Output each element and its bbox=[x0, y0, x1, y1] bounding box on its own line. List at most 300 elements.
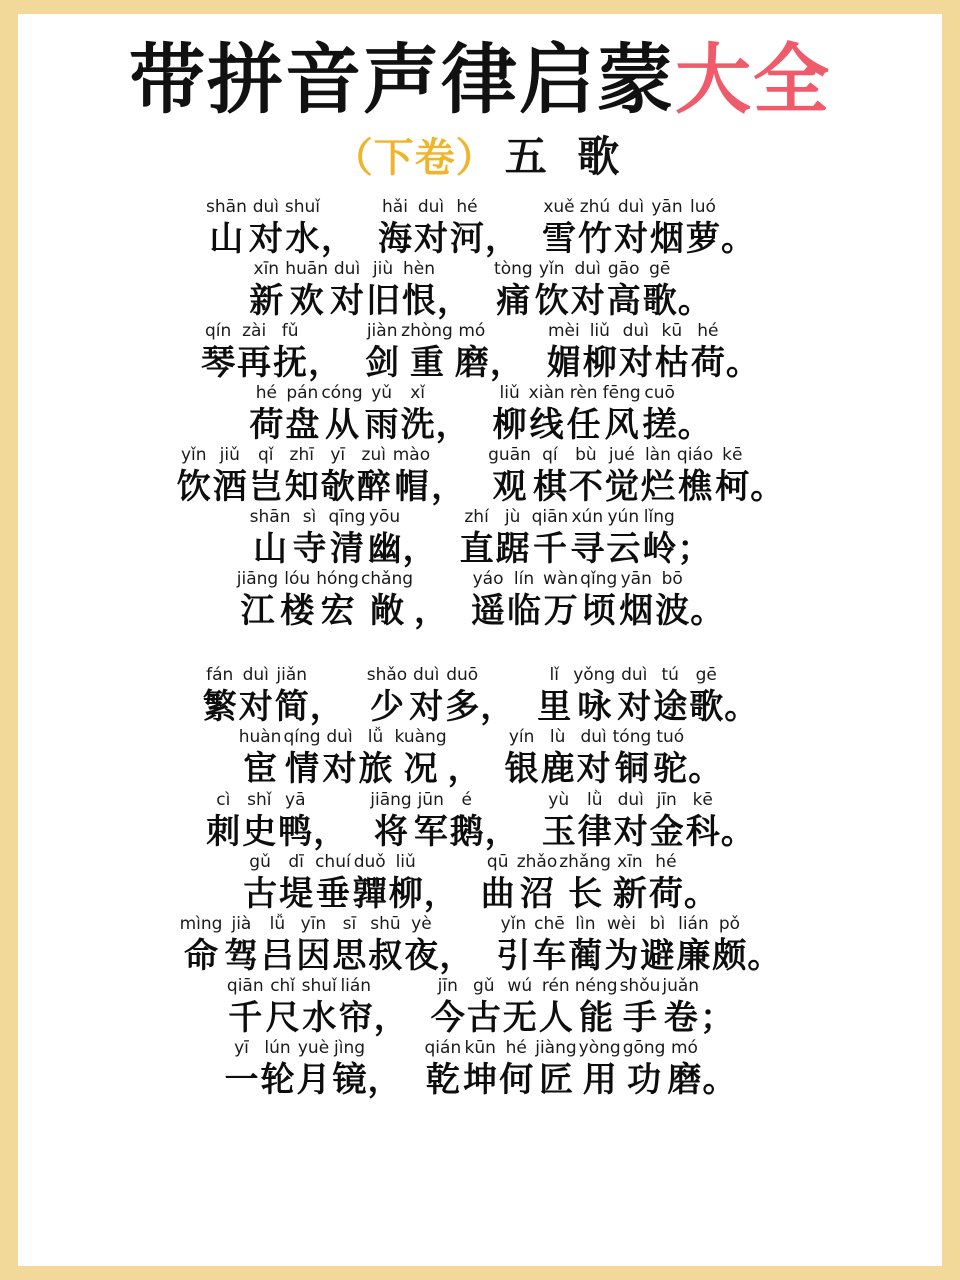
pinyin-char-unit bbox=[603, 915, 639, 975]
pinyin-char-unit bbox=[546, 322, 582, 382]
hanzi-text: 岂 bbox=[248, 467, 283, 508]
hanzi-text: 荷 bbox=[648, 873, 683, 914]
hanzi-text: 恨 bbox=[402, 280, 437, 321]
pinyin-text: mèi bbox=[547, 320, 580, 341]
pinyin-text: yī bbox=[234, 1037, 249, 1058]
pinyin-text: duì bbox=[574, 258, 601, 279]
verse-clause bbox=[176, 446, 465, 506]
pinyin-char-unit bbox=[364, 322, 400, 382]
pinyin-text: hé bbox=[655, 851, 677, 872]
hanzi-text: 蔺 bbox=[568, 935, 603, 976]
pinyin-char-unit bbox=[579, 570, 618, 630]
pinyin-text: qín bbox=[205, 320, 232, 341]
pinyin-text: pán bbox=[286, 383, 319, 404]
hanzi-text: 匠 bbox=[538, 1059, 573, 1100]
pinyin-text: yuè bbox=[297, 1037, 330, 1058]
hanzi-text: 吕 bbox=[260, 935, 295, 976]
pinyin-char-unit bbox=[301, 977, 338, 1037]
pinyin-char-unit bbox=[365, 260, 401, 320]
hanzi-text: 欢 bbox=[289, 280, 324, 321]
hanzi-text: 因 bbox=[296, 935, 331, 976]
pinyin-text: yè bbox=[411, 913, 432, 934]
pinyin-char-unit bbox=[322, 728, 358, 788]
hanzi-text: 对 bbox=[570, 280, 605, 321]
pinyin-text: jīn bbox=[437, 975, 458, 996]
pinyin-char-unit bbox=[400, 384, 436, 444]
pinyin-text: duì bbox=[252, 196, 279, 217]
pinyin-char-unit bbox=[570, 260, 606, 320]
hanzi-text: 廉 bbox=[676, 935, 711, 976]
pinyin-char-unit bbox=[314, 853, 352, 913]
hanzi-text: ， bbox=[435, 405, 470, 446]
pinyin-text: juǎn bbox=[662, 975, 700, 996]
pinyin-char-unit bbox=[328, 508, 367, 568]
hanzi-text: 磨 bbox=[454, 342, 489, 383]
pinyin-char-unit bbox=[531, 508, 570, 568]
hanzi-text: 烂 bbox=[640, 467, 675, 508]
hanzi-text: 。 bbox=[720, 218, 755, 259]
hanzi-text: 宏 bbox=[320, 591, 355, 632]
verse-line bbox=[30, 915, 930, 975]
pinyin-text: lún bbox=[264, 1037, 291, 1058]
pinyin-text: gāo bbox=[607, 258, 640, 279]
pinyin-text: jūn bbox=[417, 789, 444, 810]
pinyin-text: fēng bbox=[602, 383, 641, 404]
pinyin-char-unit bbox=[284, 446, 320, 506]
hanzi-text: 琴 bbox=[201, 342, 236, 383]
hanzi-text: 饮 bbox=[176, 467, 211, 508]
subtitle-chapter-text: 五 歌 bbox=[504, 131, 628, 181]
pinyin-text: kē bbox=[722, 445, 743, 466]
pinyin-text: shuǐ bbox=[284, 196, 320, 217]
pinyin-char-unit bbox=[654, 570, 690, 630]
pinyin-text: jiāng bbox=[370, 789, 412, 810]
punctuation-unit bbox=[480, 666, 514, 726]
hanzi-text: 人 bbox=[538, 997, 573, 1038]
verse-clause bbox=[224, 1039, 402, 1099]
hanzi-text: 况 bbox=[403, 749, 438, 790]
pinyin-text: jiāng bbox=[236, 569, 279, 590]
hanzi-text: 律 bbox=[577, 811, 612, 852]
hanzi-text: 对 bbox=[330, 280, 365, 321]
verse-clause bbox=[541, 791, 755, 851]
pinyin-text: mào bbox=[392, 445, 431, 466]
hanzi-text: ， bbox=[320, 218, 355, 259]
pinyin-char-unit bbox=[639, 915, 675, 975]
hanzi-text: 新 bbox=[249, 280, 284, 321]
pinyin-text: qīng bbox=[328, 507, 366, 528]
pinyin-char-unit bbox=[400, 322, 454, 382]
hanzi-text: 思 bbox=[332, 935, 367, 976]
pinyin-char-unit bbox=[676, 446, 714, 506]
punctuation-unit bbox=[721, 198, 755, 258]
pinyin-text: mìng bbox=[179, 913, 223, 934]
hanzi-text: 里 bbox=[537, 687, 572, 728]
hanzi-text: 从 bbox=[324, 405, 359, 446]
hanzi-text: 玉 bbox=[541, 811, 576, 852]
pinyin-text: lián bbox=[340, 975, 372, 996]
pinyin-text: shǐ bbox=[247, 789, 272, 810]
verse-clause bbox=[541, 198, 755, 258]
hanzi-text: 重 bbox=[409, 342, 444, 383]
pinyin-char-unit bbox=[495, 915, 531, 975]
punctuation-unit bbox=[403, 508, 437, 568]
pinyin-text: qí bbox=[542, 445, 558, 466]
pinyin-text: lìn bbox=[575, 913, 596, 934]
pinyin-text: bù bbox=[575, 445, 597, 466]
pinyin-char-unit bbox=[541, 198, 577, 258]
pinyin-char-unit bbox=[430, 977, 466, 1037]
pinyin-char-unit bbox=[492, 384, 528, 444]
pinyin-char-unit bbox=[480, 853, 516, 913]
pinyin-char-unit bbox=[612, 728, 653, 788]
pinyin-char-unit bbox=[602, 384, 642, 444]
hanzi-text: 鸭 bbox=[278, 811, 313, 852]
hanzi-text: 帽 bbox=[394, 467, 429, 508]
pinyin-char-unit bbox=[358, 728, 394, 788]
pinyin-text: zhǎo bbox=[516, 851, 558, 872]
pinyin-text: jiǔ bbox=[219, 445, 240, 466]
hanzi-text: 何 bbox=[499, 1059, 534, 1100]
pinyin-text: yáo bbox=[472, 569, 504, 590]
pinyin-char-unit bbox=[685, 198, 721, 258]
pinyin-text: hé bbox=[456, 196, 478, 217]
punctuation-unit bbox=[437, 260, 471, 320]
hanzi-text: ， bbox=[313, 811, 348, 852]
hanzi-text: 叔 bbox=[368, 935, 403, 976]
pinyin-char-unit bbox=[495, 508, 531, 568]
pinyin-char-unit bbox=[241, 791, 277, 851]
hanzi-text: 。 bbox=[683, 873, 718, 914]
hanzi-text: 刺 bbox=[206, 811, 241, 852]
verse-clause bbox=[470, 570, 724, 630]
verse-line bbox=[30, 260, 930, 320]
hanzi-text: 。 bbox=[690, 591, 725, 632]
pinyin-char-unit bbox=[295, 915, 331, 975]
pinyin-char-unit bbox=[612, 853, 648, 913]
hanzi-text: 古 bbox=[466, 997, 501, 1038]
verse-clause bbox=[430, 977, 734, 1037]
hanzi-text: 鹅 bbox=[449, 811, 484, 852]
verse-clause bbox=[248, 260, 471, 320]
hanzi-text: 荷 bbox=[690, 342, 725, 383]
hanzi-text: 乾 bbox=[425, 1059, 460, 1100]
hanzi-text: 镜 bbox=[332, 1059, 367, 1100]
hanzi-text: ， bbox=[367, 1059, 402, 1100]
pinyin-char-unit bbox=[332, 1039, 368, 1099]
pinyin-char-unit bbox=[212, 446, 248, 506]
hanzi-text: 直 bbox=[459, 529, 494, 570]
pinyin-char-unit bbox=[388, 853, 424, 913]
title-accent-text: 大全 bbox=[675, 35, 831, 124]
hanzi-text: 对 bbox=[409, 687, 444, 728]
hanzi-text: 洗 bbox=[400, 405, 435, 446]
hanzi-text: 遥 bbox=[471, 591, 506, 632]
pinyin-text: kūn bbox=[464, 1037, 496, 1058]
pinyin-char-unit bbox=[642, 384, 678, 444]
pinyin-text: yǐn bbox=[180, 445, 207, 466]
verse-clause bbox=[487, 446, 784, 506]
hanzi-text: 旅 bbox=[358, 749, 393, 790]
pinyin-char-unit bbox=[685, 791, 721, 851]
hanzi-text: 柯 bbox=[715, 467, 750, 508]
hanzi-text: 波 bbox=[655, 591, 690, 632]
hanzi-text: 山 bbox=[253, 529, 288, 570]
pinyin-char-unit bbox=[654, 322, 690, 382]
pinyin-char-unit bbox=[454, 322, 490, 382]
pinyin-char-unit bbox=[652, 666, 688, 726]
hanzi-text: 水 bbox=[285, 218, 320, 259]
hanzi-text: 简 bbox=[274, 687, 309, 728]
stanza-separator bbox=[30, 632, 930, 666]
pinyin-text: hóng bbox=[316, 569, 359, 590]
hanzi-text: 咏 bbox=[577, 687, 612, 728]
hanzi-text: 对 bbox=[248, 218, 283, 259]
hanzi-text: ， bbox=[484, 811, 519, 852]
hanzi-text: 垂 bbox=[315, 873, 350, 914]
hanzi-text: 歌 bbox=[642, 280, 677, 321]
hanzi-text: 宦 bbox=[243, 749, 278, 790]
pinyin-text: jià bbox=[231, 913, 252, 934]
pinyin-char-unit bbox=[534, 260, 570, 320]
verse-clause bbox=[236, 570, 448, 630]
pinyin-text: cóng bbox=[321, 383, 363, 404]
pinyin-char-unit bbox=[538, 977, 574, 1037]
verse-line bbox=[30, 853, 930, 913]
verse-clause bbox=[366, 666, 514, 726]
pinyin-text: luó bbox=[690, 196, 716, 217]
pinyin-char-unit bbox=[690, 322, 726, 382]
punctuation-unit bbox=[313, 791, 347, 851]
hanzi-text: 歌 bbox=[689, 687, 724, 728]
pinyin-char-unit bbox=[242, 853, 278, 913]
pinyin-char-unit bbox=[360, 570, 414, 630]
punctuation-unit bbox=[308, 322, 342, 382]
pinyin-text: duì bbox=[617, 789, 644, 810]
pinyin-text: yā bbox=[285, 789, 306, 810]
pinyin-char-unit bbox=[176, 446, 212, 506]
pinyin-text: qiān bbox=[226, 975, 264, 996]
pinyin-char-unit bbox=[528, 384, 566, 444]
verse-clause bbox=[202, 666, 344, 726]
pinyin-text: zhòng bbox=[401, 320, 453, 341]
hanzi-text: 。 bbox=[677, 280, 712, 321]
hanzi-text: 高 bbox=[606, 280, 641, 321]
hanzi-text: 寻 bbox=[570, 529, 605, 570]
pinyin-text: cì bbox=[216, 789, 231, 810]
pinyin-char-unit bbox=[534, 1039, 577, 1099]
hanzi-text: 萝 bbox=[685, 218, 720, 259]
hanzi-text: 寺 bbox=[292, 529, 327, 570]
hanzi-text: 抚 bbox=[273, 342, 308, 383]
hanzi-text: 。 bbox=[702, 1059, 737, 1100]
pinyin-text: gē bbox=[695, 665, 717, 686]
pinyin-char-unit bbox=[470, 570, 506, 630]
hanzi-text: 荷 bbox=[249, 405, 284, 446]
pinyin-char-unit bbox=[329, 260, 365, 320]
pinyin-text: liǔ bbox=[395, 851, 416, 872]
pinyin-char-unit bbox=[688, 666, 724, 726]
pinyin-text: jīn bbox=[656, 789, 677, 810]
pinyin-text: yī bbox=[330, 445, 346, 466]
pinyin-char-unit bbox=[613, 198, 649, 258]
pinyin-text: qiáo bbox=[676, 445, 714, 466]
pinyin-char-unit bbox=[605, 508, 641, 568]
hanzi-text: 繁 bbox=[202, 687, 237, 728]
pinyin-text: lù bbox=[549, 727, 566, 748]
hanzi-text: 途 bbox=[653, 687, 688, 728]
pinyin-text: qián bbox=[424, 1037, 462, 1058]
hanzi-text: ， bbox=[437, 280, 472, 321]
pinyin-char-unit bbox=[282, 728, 321, 788]
pinyin-text: lǚ bbox=[269, 913, 286, 934]
pinyin-text: lǐ bbox=[549, 665, 559, 686]
pinyin-char-unit bbox=[278, 853, 314, 913]
punctuation-unit bbox=[684, 853, 718, 913]
hanzi-text: 盘 bbox=[285, 405, 320, 446]
pinyin-text: qū bbox=[486, 851, 509, 872]
hanzi-text: 能 bbox=[579, 997, 614, 1038]
pinyin-char-unit bbox=[711, 915, 747, 975]
pinyin-char-unit bbox=[449, 791, 485, 851]
pinyin-text: fǔ bbox=[281, 320, 299, 341]
pinyin-char-unit bbox=[394, 728, 448, 788]
hanzi-text: ， bbox=[402, 529, 437, 570]
hanzi-text: 尺 bbox=[265, 997, 300, 1038]
pinyin-char-unit bbox=[577, 198, 613, 258]
hanzi-text: 磨 bbox=[667, 1059, 702, 1100]
hanzi-text: 鹿 bbox=[540, 749, 575, 790]
pinyin-char-unit bbox=[661, 977, 700, 1037]
pinyin-text: lóu bbox=[284, 569, 311, 590]
pinyin-text: zhú bbox=[579, 196, 611, 217]
pinyin-char-unit bbox=[606, 260, 642, 320]
pinyin-text: yín bbox=[508, 727, 535, 748]
punctuation-unit bbox=[678, 260, 712, 320]
verse-clause bbox=[205, 198, 355, 258]
pinyin-char-unit bbox=[576, 728, 612, 788]
pinyin-char-unit bbox=[320, 446, 356, 506]
hanzi-text: 楼 bbox=[280, 591, 315, 632]
hanzi-text: ， bbox=[373, 997, 408, 1038]
punctuation-unit bbox=[310, 666, 344, 726]
pinyin-text: mó bbox=[670, 1037, 698, 1058]
pinyin-char-unit bbox=[331, 915, 367, 975]
hanzi-text: 对 bbox=[613, 811, 648, 852]
hanzi-text: 观 bbox=[492, 467, 527, 508]
pinyin-char-unit bbox=[424, 1039, 463, 1099]
hanzi-text: ； bbox=[700, 997, 735, 1038]
pinyin-char-unit bbox=[541, 791, 577, 851]
punctuation-unit bbox=[414, 570, 448, 630]
pinyin-text: chē bbox=[534, 913, 565, 934]
pinyin-char-unit bbox=[675, 915, 711, 975]
hanzi-text: 饮 bbox=[534, 280, 569, 321]
pinyin-char-unit bbox=[567, 915, 603, 975]
pinyin-text: shǎo bbox=[366, 665, 408, 686]
hanzi-text: 为 bbox=[604, 935, 639, 976]
hanzi-text: 风 bbox=[604, 405, 639, 446]
pinyin-text: fán bbox=[206, 665, 234, 686]
verse-clause bbox=[205, 791, 347, 851]
pinyin-text: hé bbox=[255, 383, 277, 404]
pinyin-text: hèn bbox=[403, 258, 436, 279]
pinyin-text: chǐ bbox=[270, 975, 296, 996]
pinyin-text: xīn bbox=[617, 851, 643, 872]
pinyin-char-unit bbox=[202, 666, 238, 726]
punctuation-unit bbox=[490, 322, 524, 382]
hanzi-text: 坤 bbox=[463, 1059, 498, 1100]
pinyin-char-unit bbox=[640, 446, 676, 506]
subtitle-volume-text: （下卷） bbox=[332, 134, 497, 181]
pinyin-char-unit bbox=[179, 915, 224, 975]
pinyin-char-unit bbox=[277, 791, 313, 851]
hanzi-text: 引 bbox=[496, 935, 531, 976]
punctuation-unit bbox=[485, 791, 519, 851]
pinyin-text: liǔ bbox=[589, 320, 610, 341]
pinyin-text: bì bbox=[649, 913, 666, 934]
pinyin-text: qiān bbox=[531, 507, 569, 528]
pinyin-text: duì bbox=[242, 665, 269, 686]
hanzi-text: 敞 bbox=[369, 591, 404, 632]
pinyin-text: gē bbox=[649, 258, 671, 279]
hanzi-text: 情 bbox=[285, 749, 319, 790]
pinyin-text: qíng bbox=[283, 727, 321, 748]
pinyin-text: shān bbox=[249, 507, 291, 528]
pinyin-char-unit bbox=[566, 384, 602, 444]
pinyin-text: hé bbox=[505, 1037, 527, 1058]
pinyin-text: shān bbox=[206, 196, 247, 217]
hanzi-text: 长 bbox=[568, 873, 603, 914]
pinyin-char-unit bbox=[506, 570, 542, 630]
verse-clause bbox=[249, 508, 437, 568]
pinyin-text: jiàn bbox=[366, 320, 398, 341]
verse-line bbox=[30, 322, 930, 382]
hanzi-text: 千 bbox=[532, 529, 567, 570]
hanzi-text: 少 bbox=[369, 687, 404, 728]
pinyin-char-unit bbox=[367, 915, 403, 975]
hanzi-text: 古 bbox=[243, 873, 278, 914]
pinyin-char-unit bbox=[259, 915, 295, 975]
punctuation-unit bbox=[485, 198, 519, 258]
hanzi-text: 媚 bbox=[546, 342, 581, 383]
hanzi-text: 醉 bbox=[356, 467, 391, 508]
hanzi-text: 搓 bbox=[642, 405, 677, 446]
pinyin-char-unit bbox=[223, 915, 259, 975]
pinyin-text: yān bbox=[620, 569, 652, 590]
hanzi-text: 对 bbox=[413, 218, 448, 259]
hanzi-text: 夜 bbox=[404, 935, 439, 976]
pinyin-char-unit bbox=[613, 791, 649, 851]
verse-clause bbox=[179, 915, 474, 975]
hanzi-text: ， bbox=[447, 749, 482, 790]
hanzi-text: 顷 bbox=[581, 591, 616, 632]
punctuation-unit bbox=[368, 1039, 402, 1099]
pinyin-text: gōng bbox=[622, 1037, 666, 1058]
verse-line bbox=[30, 384, 930, 444]
verse-clause bbox=[546, 322, 760, 382]
pinyin-char-unit bbox=[367, 508, 403, 568]
hanzi-text: 沼 bbox=[519, 873, 554, 914]
pinyin-text: wàn bbox=[543, 569, 579, 590]
hanzi-text: 柳 bbox=[582, 342, 617, 383]
pinyin-text: é bbox=[461, 789, 472, 810]
verse-line bbox=[30, 570, 930, 630]
pinyin-char-unit bbox=[315, 570, 360, 630]
stanza bbox=[30, 198, 930, 631]
verse-clause bbox=[242, 853, 458, 913]
pinyin-char-unit bbox=[260, 1039, 296, 1099]
